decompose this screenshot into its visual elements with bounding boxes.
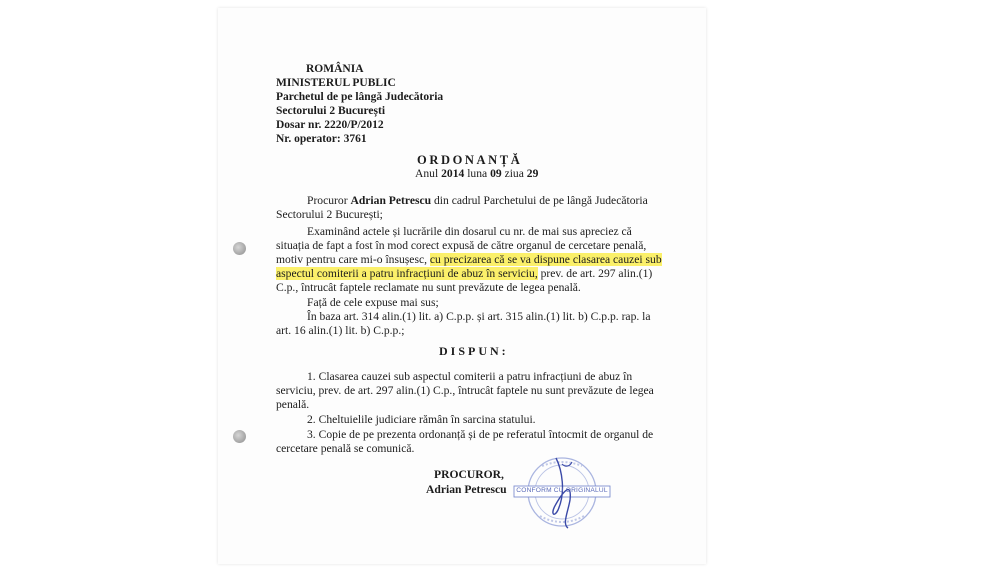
item-2: 2. Cheltuielile judiciare rămân în sarcina statului. bbox=[307, 413, 536, 426]
header-country: ROMÂNIA bbox=[306, 63, 364, 75]
prosecutor-name: Adrian Petrescu bbox=[350, 194, 432, 207]
document-date bbox=[415, 167, 538, 180]
date-day-label: ziua bbox=[504, 167, 524, 180]
item-1-line2: serviciu, prev. de art. 297 alin.(1) C.p., întrucât faptele nu sunt prevăzute de legea bbox=[276, 384, 654, 397]
header-operator: Nr. operator: 3761 bbox=[276, 133, 367, 145]
date-month: 09 bbox=[490, 167, 502, 180]
paragraph-3: Față de cele expuse mai sus; bbox=[307, 296, 439, 309]
signature-role: PROCUROR, bbox=[434, 468, 504, 481]
stamp-text: CONFORM CU ORIGINALUL bbox=[516, 487, 608, 494]
dispun-heading: DISPUN: bbox=[439, 344, 509, 358]
highlighted-text-2: aspectul comiterii a patru infracțiuni de abuz în serviciu, bbox=[276, 267, 538, 280]
date-prefix: Anul bbox=[415, 167, 439, 180]
header-office-line1: Parchetul de pe lângă Judecătoria bbox=[276, 91, 444, 103]
item-1-line3: penală. bbox=[276, 398, 310, 411]
paragraph-2-line5: C.p., întrucât faptele reclamate nu sunt prevăzute de legea penală. bbox=[276, 281, 581, 294]
item-3-line1: 3. Copie de pe prezenta ordonanță și de pe referatul întocmit de organul de bbox=[307, 428, 654, 441]
paragraph-2-line4 bbox=[276, 267, 652, 280]
punch-hole-top bbox=[233, 242, 246, 255]
item-1-line1: 1. Clasarea cauzei sub aspectul comiterii a patru infracțiuni de abuz în bbox=[307, 370, 633, 383]
p2-line4-text: prev. de art. 297 alin.(1) bbox=[537, 267, 653, 280]
header-office-line2: Sectorului 2 București bbox=[276, 105, 386, 117]
highlighted-text-1: cu precizarea că se va dispune clasarea cauzei sub bbox=[429, 253, 662, 266]
paragraph-2-line1: Examinând actele și lucrările din dosarul cu nr. de mai sus apreciez că bbox=[307, 225, 632, 238]
paragraph-4-line2: art. 16 alin.(1) lit. b) C.p.p.; bbox=[276, 324, 405, 337]
item-3-line2: cercetare penală se comunică. bbox=[276, 442, 415, 455]
date-day: 29 bbox=[526, 167, 539, 180]
date-year: 2014 bbox=[441, 167, 465, 180]
paragraph-2-line3 bbox=[276, 253, 662, 266]
signature-name: Adrian Petrescu bbox=[426, 483, 507, 496]
p1-text-a: Procuror bbox=[307, 194, 351, 207]
document-title: ORDONANȚĂ bbox=[417, 153, 523, 167]
punch-hole-bottom bbox=[233, 430, 246, 443]
header-ministry: MINISTERUL PUBLIC bbox=[276, 77, 396, 89]
official-stamp bbox=[512, 452, 612, 534]
paragraph-1-line2: Sectorului 2 București; bbox=[276, 208, 383, 221]
header-dosar: Dosar nr. 2220/P/2012 bbox=[276, 119, 384, 131]
paragraph-2-line2: situația de fapt a fost în mod corect expusă de către organul de cercetare penală, bbox=[276, 239, 647, 252]
paragraph-4-line1: În baza art. 314 alin.(1) lit. a) C.p.p. și art. 315 alin.(1) lit. b) C.p.p. rap. la bbox=[307, 310, 651, 323]
paragraph-1-line1 bbox=[307, 194, 648, 207]
p2-line3-text: motiv pentru care mi-o însușesc, bbox=[276, 253, 430, 266]
p1-text-b: din cadrul Parchetului de pe lângă Judecătoria bbox=[431, 194, 648, 207]
date-month-label: luna bbox=[467, 167, 488, 180]
